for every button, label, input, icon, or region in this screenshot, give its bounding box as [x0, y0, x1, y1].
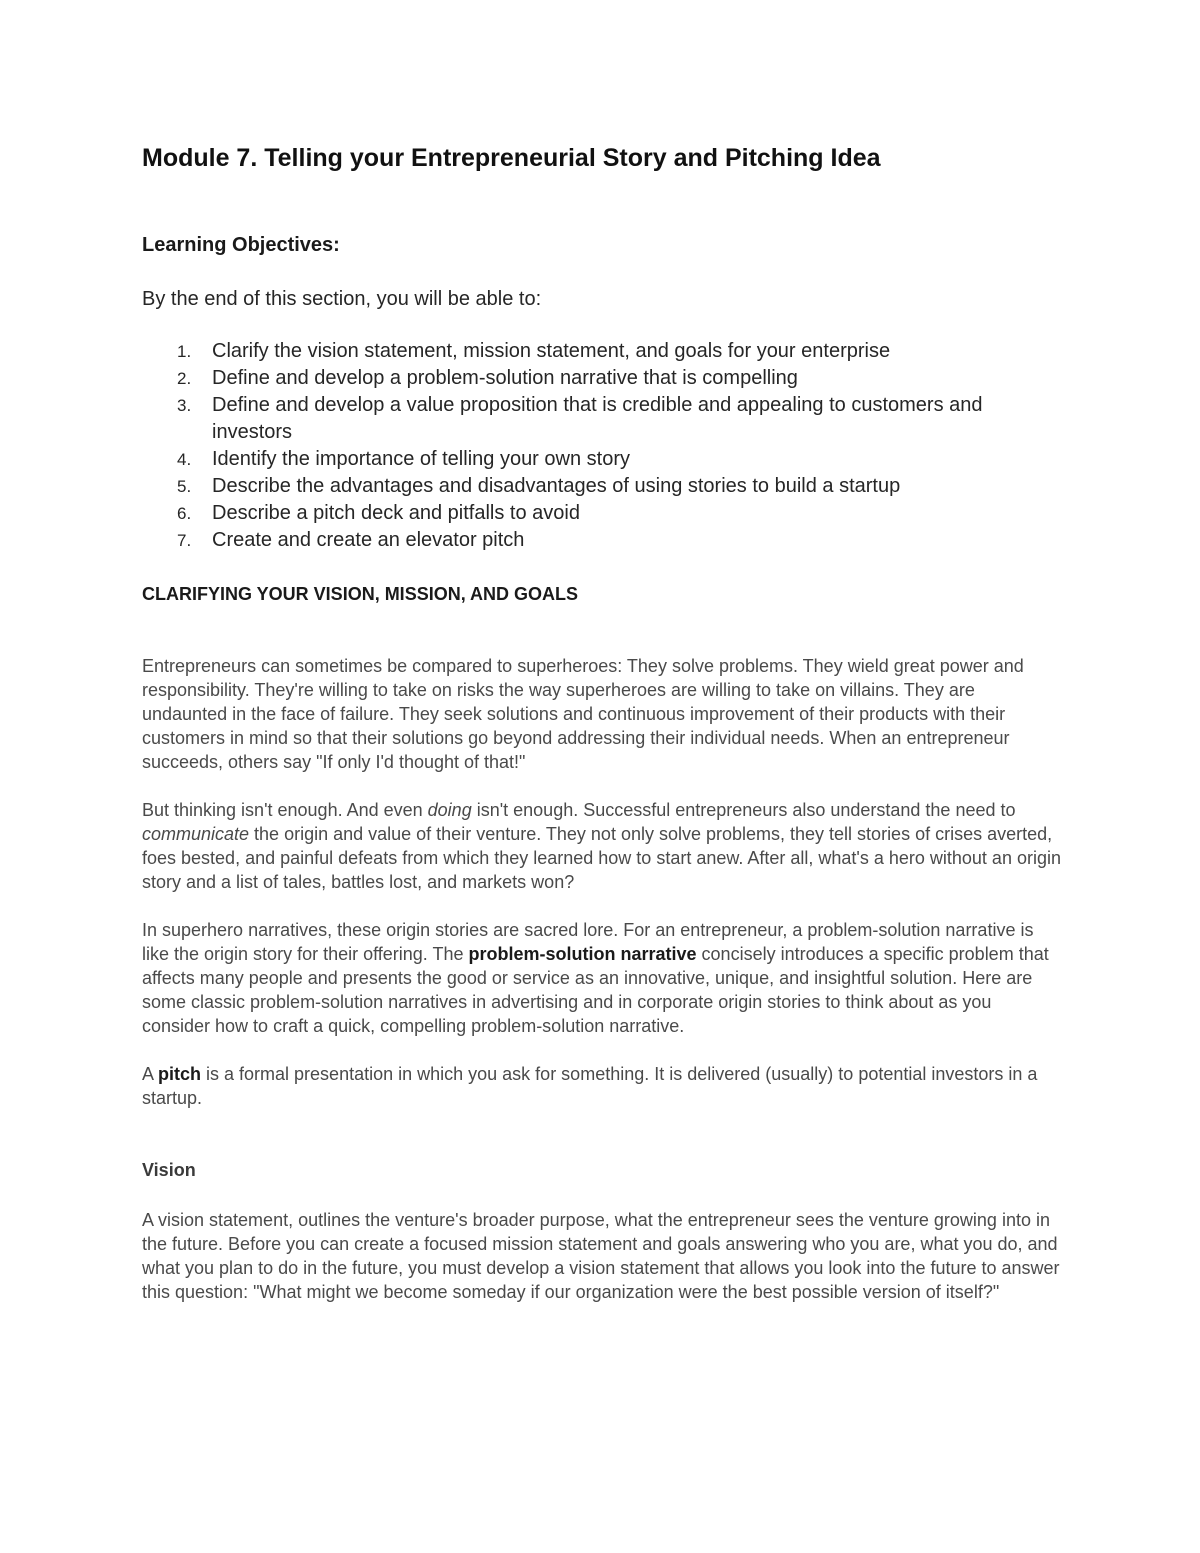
paragraph-vision: A vision statement, outlines the venture's broader purpose, what the entrepreneur sees the venture growing into in the future. Before you can create a focused mission statement and goals answering who you are, what you do, and what you plan to do in the future, you must develop a vision statement that allows you look into the future to answer this question: "What might we become someday if our organization were the best possible version of itself?"	[142, 1210, 1060, 1302]
term-problem-solution-narrative: problem-solution narrative	[468, 944, 697, 964]
list-item-text: Identify the importance of telling your own story	[212, 448, 630, 470]
paragraph-pitch: A pitch is a formal presentation in which you ask for something. It is delivered (usually) to potential investors in a startup.	[142, 1064, 1038, 1108]
list-item-text: Create and create an elevator pitch	[212, 529, 525, 551]
list-item	[142, 338, 1062, 365]
section-heading-clarifying: CLARIFYING YOUR VISION, MISSION, AND GOALS	[142, 584, 579, 604]
list-item	[142, 527, 1062, 554]
emphasis-doing: doing	[427, 800, 472, 820]
learning-objectives-heading: Learning Objectives:	[142, 234, 340, 256]
list-item-number: 6.	[177, 504, 192, 523]
list-item	[142, 392, 1062, 446]
list-item-text: Describe a pitch deck and pitfalls to avoid	[212, 502, 580, 524]
list-item-number: 2.	[177, 369, 192, 388]
list-item-number: 4.	[177, 450, 192, 469]
list-item-text: Clarify the vision statement, mission statement, and goals for your enterprise	[212, 340, 891, 362]
document-content	[142, 142, 1062, 1304]
list-item-number: 5.	[177, 477, 192, 496]
list-item	[142, 365, 1062, 392]
list-item	[142, 500, 1062, 527]
list-item	[142, 446, 1062, 473]
emphasis-communicate: communicate	[142, 824, 250, 844]
objectives-list	[142, 338, 1062, 554]
list-item-number: 7.	[177, 531, 192, 550]
document-title: Module 7. Telling your Entrepreneurial Story and Pitching Idea	[142, 144, 881, 172]
paragraph-superheroes: Entrepreneurs can sometimes be compared to superheroes: They solve problems. They wield great power and responsibility. They're willing to take on risks the way superheroes are willing to take on villains. They are undaunted in the face of failure. They seek solutions and continuous improvement of their products with their customers in mind so that their solutions go beyond addressing their individual needs. When an entrepreneur succeeds, others say "If only I'd thought of that!"	[142, 656, 1024, 772]
list-item-text: Define and develop a problem-solution narrative that is compelling	[212, 367, 798, 389]
list-item	[142, 473, 1062, 500]
paragraph-problem-solution: In superhero narratives, these origin stories are sacred lore. For an entrepreneur, a problem-solution narrative is like the origin story for their offering. The problem-solution narrative concisely introduces a specific problem that affects many people and presents the good or service as an innovative, unique, and insightful solution. Here are some classic problem-solution narratives in advertising and in corporate origin stories to think about as you consider how to craft a quick, compelling problem-solution narrative.	[142, 920, 1049, 1036]
term-pitch: pitch	[158, 1064, 202, 1084]
paragraph-communicate: But thinking isn't enough. And even doing isn't enough. Successful entrepreneurs also understand the need to communicate the origin and value of their venture. They not only solve problems, they tell stories of crises averted, foes bested, and painful defeats from which they learned how to start anew. After all, what's a hero without an origin story and a list of tales, battles lost, and markets won?	[142, 800, 1061, 892]
list-item-number: 3.	[177, 396, 192, 415]
objectives-intro: By the end of this section, you will be able to:	[142, 288, 542, 310]
list-item-number: 1.	[177, 342, 192, 361]
list-item-text: Define and develop a value proposition that is credible and appealing to customers and investors	[212, 394, 983, 443]
list-item-text: Describe the advantages and disadvantages of using stories to build a startup	[212, 475, 901, 497]
vision-heading: Vision	[142, 1160, 196, 1180]
